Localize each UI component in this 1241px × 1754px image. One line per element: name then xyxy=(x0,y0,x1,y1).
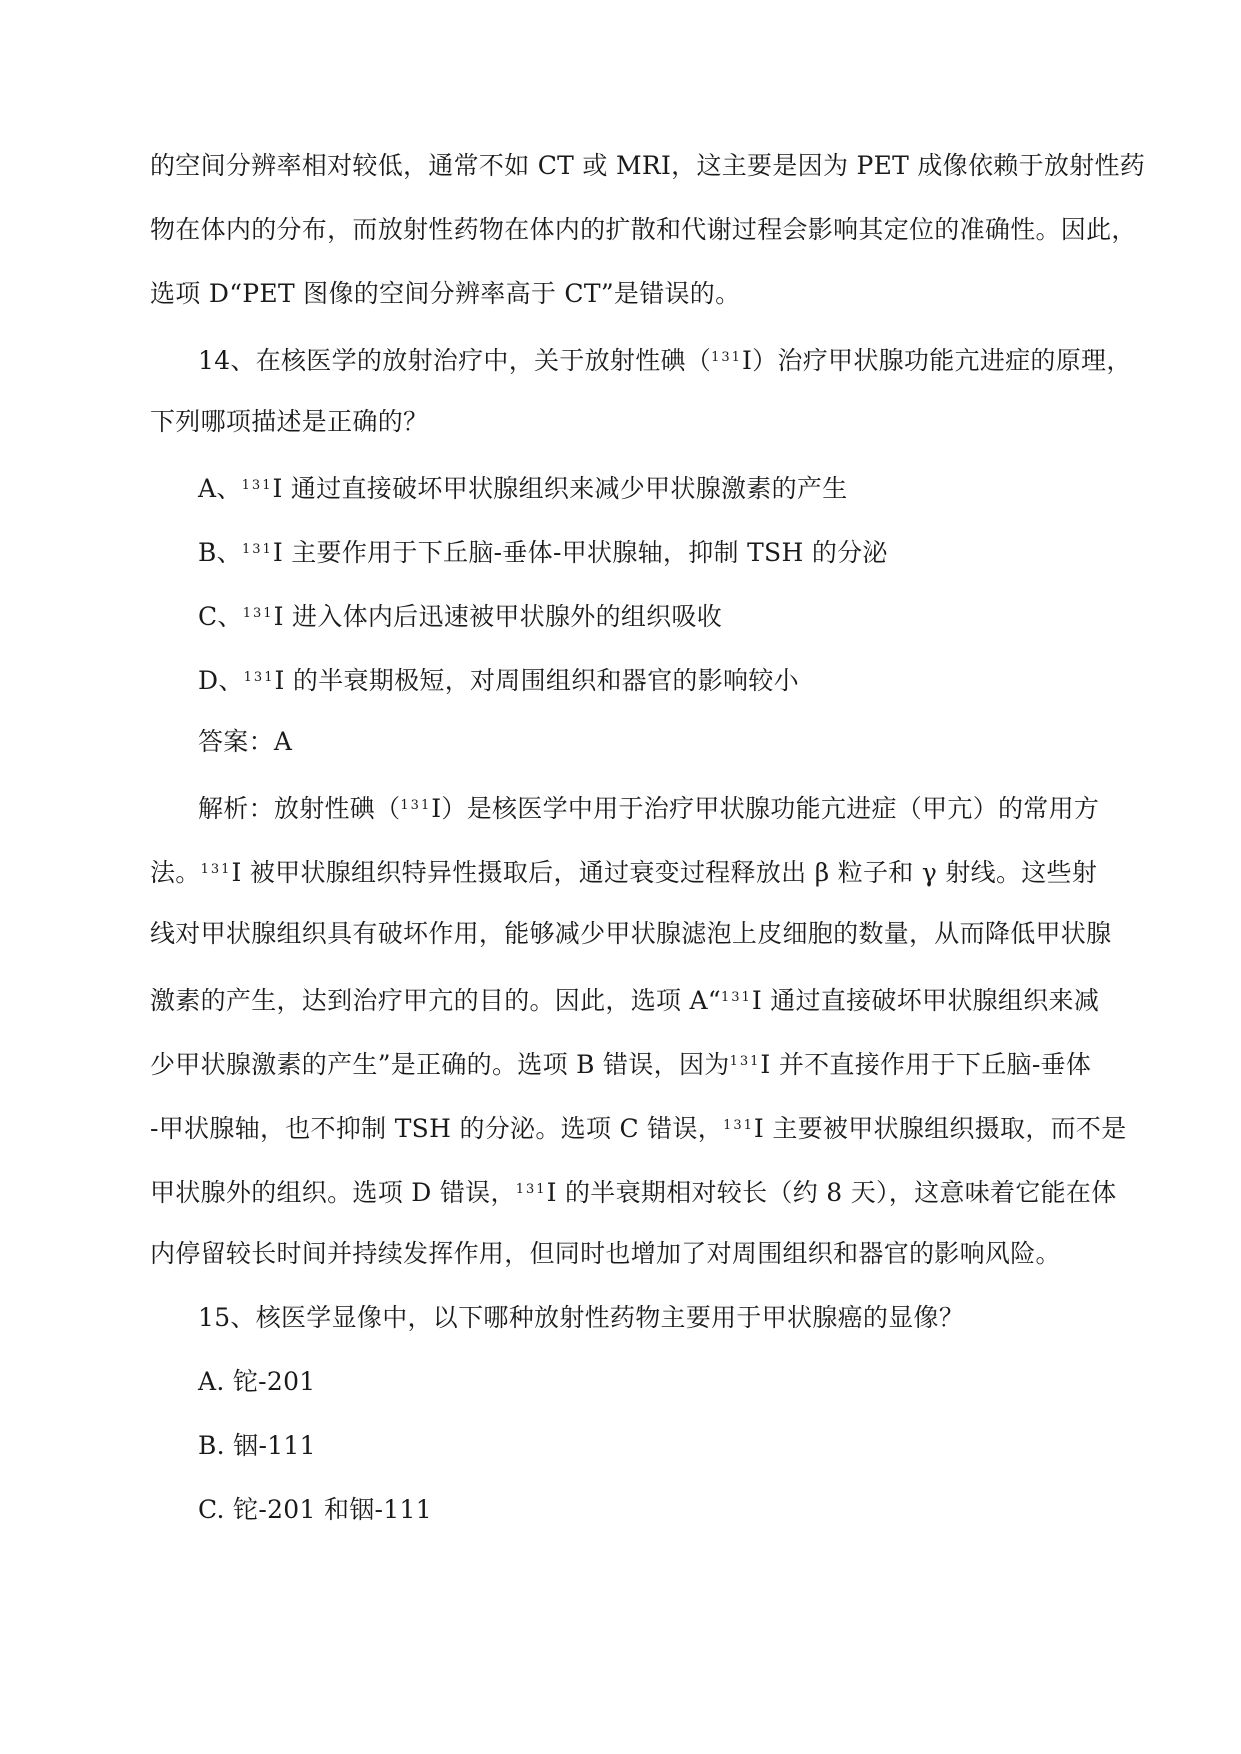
explanation-line: 少甲状腺激素的产生”是正确的。选项 B 错误，因为$^{131}$I 并不直接作用于下丘脑-垂体 xyxy=(150,1050,1092,1079)
option-a: A、$^{131}$I 通过直接破坏甲状腺组织来减少甲状腺激素的产生 xyxy=(198,474,848,503)
explanation-line: 线对甲状腺组织具有破坏作用，能够减少甲状腺滤泡上皮细胞的数量，从而降低甲状腺 xyxy=(150,919,1112,948)
explanation-line: 激素的产生，达到治疗甲亢的目的。因此，选项 A“$^{131}$I 通过直接破坏甲状腺组织来减 xyxy=(150,986,1100,1015)
paragraph-line: 选项 D“PET 图像的空间分辨率高于 CT”是错误的。 xyxy=(150,279,741,308)
paragraph-line: 的空间分辨率相对较低，通常不如 CT 或 MRI，这主要是因为 PET 成像依赖于放射性药 xyxy=(150,151,1146,180)
option-c: C、$^{131}$I 进入体内后迅速被甲状腺外的组织吸收 xyxy=(198,602,723,631)
option-d: D、$^{131}$I 的半衰期极短，对周围组织和器官的影响较小 xyxy=(198,666,799,695)
explanation-line: 甲状腺外的组织。选项 D 错误，$^{131}$I 的半衰期相对较长（约 8 天），这意味着它能在体 xyxy=(150,1178,1117,1207)
isotope-superscript: 131 xyxy=(711,350,742,365)
q15-option-a: A. 铊-201 xyxy=(198,1367,316,1396)
explanation-line: 法。$^{131}$I 被甲状腺组织特异性摄取后，通过衰变过程释放出 β 粒子和 γ 射线。这些射 xyxy=(150,858,1098,887)
question-14-stem: 14、在核医学的放射治疗中，关于放射性碘（$^{131}$I）治疗甲状腺功能亢进症的原理， xyxy=(198,346,1132,375)
paragraph-line: 物在体内的分布，而放射性药物在体内的扩散和代谢过程会影响其定位的准确性。因此， xyxy=(150,215,1137,244)
explanation-line: 解析：放射性碘（$^{131}$I）是核医学中用于治疗甲状腺功能亢进症（甲亢）的常用方 xyxy=(198,794,1100,823)
explanation-line: 内停留较长时间并持续发挥作用，但同时也增加了对周围组织和器官的影响风险。 xyxy=(150,1239,1061,1268)
option-b: B、$^{131}$I 主要作用于下丘脑-垂体-甲状腺轴，抑制 TSH 的分泌 xyxy=(198,538,888,567)
answer: 答案：A xyxy=(198,727,293,756)
question-14-stem-cont: 下列哪项描述是正确的？ xyxy=(150,407,429,436)
question-15-stem: 15、核医学显像中，以下哪种放射性药物主要用于甲状腺癌的显像？ xyxy=(198,1303,965,1332)
explanation-line: -甲状腺轴，也不抑制 TSH 的分泌。选项 C 错误，$^{131}$I 主要被甲状腺组织摄取，而不是 xyxy=(150,1114,1127,1143)
q15-option-c: C. 铊-201 和铟-111 xyxy=(198,1495,432,1524)
q15-option-b: B. 铟-111 xyxy=(198,1431,316,1460)
